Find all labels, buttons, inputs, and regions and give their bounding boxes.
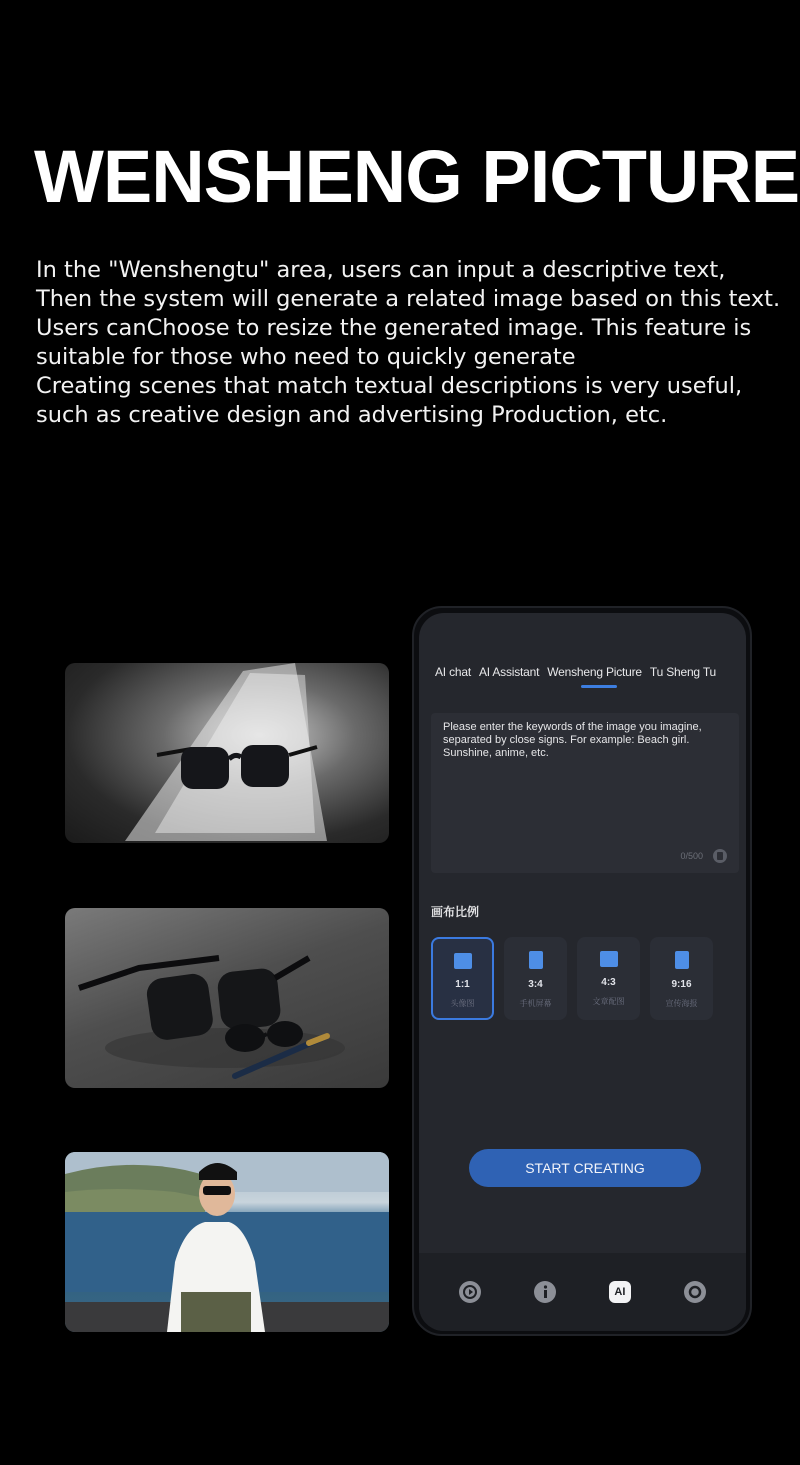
ratio-option-4-3[interactable] — [577, 937, 640, 1020]
replay-icon[interactable] — [459, 1281, 481, 1303]
description-line: suitable for those who need to quickly generate — [36, 344, 576, 370]
ratio-option-1-1[interactable] — [431, 937, 494, 1020]
tab-wensheng-picture[interactable]: Wensheng Picture — [543, 665, 646, 679]
info-icon[interactable] — [534, 1281, 556, 1303]
ratio-label: 9:16 — [671, 979, 692, 990]
description-block — [36, 256, 781, 430]
tall-ratio-icon — [675, 951, 689, 969]
tab-tu-sheng-tu[interactable]: Tu Sheng Tu — [649, 665, 716, 679]
description-line: Then the system will generate a related image based on this text. — [36, 286, 781, 312]
ratio-label: 3:4 — [528, 979, 543, 990]
square-ratio-icon — [454, 953, 472, 969]
ratio-option-3-4[interactable] — [504, 937, 567, 1020]
tab-bar — [431, 661, 737, 683]
start-creating-button[interactable]: START CREATING — [469, 1149, 701, 1187]
lifestyle-photo-man-sea — [65, 1152, 389, 1332]
phone-mockup — [412, 606, 752, 1336]
description-line: such as creative design and advertising Production, etc. — [36, 402, 668, 428]
ratio-sub-label: 宣传海报 — [665, 999, 698, 1008]
description-line: In the "Wenshengtu" area, users can input a descriptive text, — [36, 257, 726, 283]
portrait-ratio-icon — [529, 951, 543, 969]
product-photo-sunglasses-light — [65, 663, 389, 843]
description-line: Creating scenes that match textual descriptions is very useful, — [36, 373, 743, 399]
prompt-input[interactable] — [431, 713, 739, 873]
ratio-sub-label: 手机屏幕 — [519, 999, 552, 1008]
ratio-section-title: 画布比例 — [431, 905, 480, 919]
tab-ai-assistant[interactable]: AI Assistant — [478, 665, 540, 679]
trash-icon[interactable] — [713, 849, 727, 863]
page-headline: WENSHENG PICTURE — [34, 135, 800, 218]
ratio-sub-label: 头像图 — [450, 999, 475, 1008]
description-line: Users canChoose to resize the generated image. This feature is — [36, 315, 752, 341]
gear-icon[interactable] — [684, 1281, 706, 1303]
app-screen — [419, 613, 746, 1331]
ai-icon[interactable]: AI — [609, 1281, 631, 1303]
tab-ai-chat[interactable]: AI chat — [435, 665, 471, 679]
ratio-label: 4:3 — [601, 977, 616, 988]
ratio-option-9-16[interactable] — [650, 937, 713, 1020]
ratio-options — [431, 937, 713, 1020]
prompt-placeholder: Please enter the keywords of the image you imagine, separated by close signs. For example: Beach girl. Sunshine, anime, etc. — [443, 721, 702, 759]
ratio-sub-label: 文章配图 — [592, 997, 625, 1006]
product-photo-glasses-pen — [65, 908, 389, 1088]
ratio-label: 1:1 — [455, 979, 470, 990]
bottom-nav — [419, 1253, 746, 1331]
landscape-ratio-icon — [600, 951, 618, 967]
character-counter: 0/500 — [680, 851, 703, 861]
